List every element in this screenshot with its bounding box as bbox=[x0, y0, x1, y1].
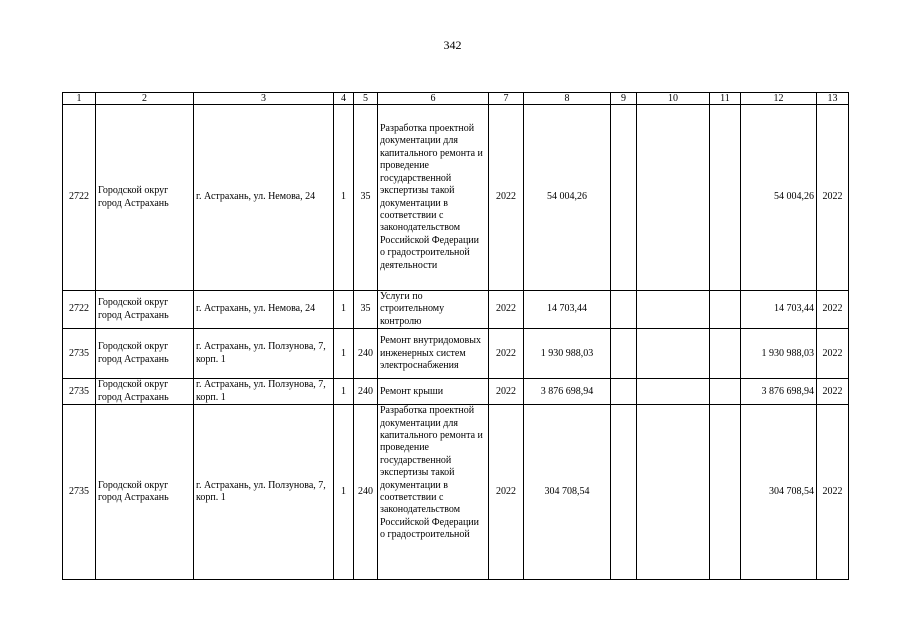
cell-col11 bbox=[710, 379, 741, 405]
cost-total: 1 930 988,03 bbox=[524, 329, 611, 379]
column-header: 7 bbox=[489, 93, 524, 105]
work-type: Ремонт внутридомовых инженерных систем электроснабжения bbox=[378, 329, 489, 379]
column-header: 12 bbox=[741, 93, 817, 105]
cell-col4: 1 bbox=[334, 405, 354, 580]
column-header: 8 bbox=[524, 93, 611, 105]
address: г. Астрахань, ул. Ползунова, 7, корп. 1 bbox=[194, 405, 334, 580]
table-row bbox=[63, 291, 849, 329]
address: г. Астрахань, ул. Ползунова, 7, корп. 1 bbox=[194, 379, 334, 405]
address: г. Астрахань, ул. Немова, 24 bbox=[194, 105, 334, 291]
work-type: Ремонт крыши bbox=[378, 379, 489, 405]
municipality: Городской округ город Астрахань bbox=[96, 291, 194, 329]
cell-col10 bbox=[637, 329, 710, 379]
cost-funding: 3 876 698,94 bbox=[741, 379, 817, 405]
cell-col4: 1 bbox=[334, 329, 354, 379]
cost-total: 304 708,54 bbox=[524, 405, 611, 580]
address: г. Астрахань, ул. Немова, 24 bbox=[194, 291, 334, 329]
cell-col4: 1 bbox=[334, 105, 354, 291]
cell-col5: 240 bbox=[354, 329, 378, 379]
record-number: 2735 bbox=[63, 379, 96, 405]
cost-total: 54 004,26 bbox=[524, 105, 611, 291]
cell-col5: 35 bbox=[354, 105, 378, 291]
year: 2022 bbox=[489, 329, 524, 379]
planned-year: 2022 bbox=[817, 105, 849, 291]
cell-col9 bbox=[611, 105, 637, 291]
page-number: 342 bbox=[443, 38, 462, 52]
column-header: 5 bbox=[354, 93, 378, 105]
cell-col4: 1 bbox=[334, 291, 354, 329]
year: 2022 bbox=[489, 379, 524, 405]
table-row bbox=[63, 105, 849, 291]
cell-col11 bbox=[710, 329, 741, 379]
record-number: 2722 bbox=[63, 291, 96, 329]
cell-col9 bbox=[611, 405, 637, 580]
cell-col10 bbox=[637, 379, 710, 405]
municipality: Городской округ город Астрахань bbox=[96, 379, 194, 405]
column-header: 6 bbox=[378, 93, 489, 105]
planned-year: 2022 bbox=[817, 405, 849, 580]
cell-col5: 240 bbox=[354, 405, 378, 580]
cost-total: 14 703,44 bbox=[524, 291, 611, 329]
cell-col10 bbox=[637, 105, 710, 291]
cost-funding: 14 703,44 bbox=[741, 291, 817, 329]
cell-col9 bbox=[611, 291, 637, 329]
cell-col10 bbox=[637, 291, 710, 329]
cost-total: 3 876 698,94 bbox=[524, 379, 611, 405]
cost-funding: 1 930 988,03 bbox=[741, 329, 817, 379]
cell-col10 bbox=[637, 405, 710, 580]
record-number: 2735 bbox=[63, 405, 96, 580]
planned-year: 2022 bbox=[817, 329, 849, 379]
year: 2022 bbox=[489, 291, 524, 329]
register-table bbox=[62, 92, 849, 580]
municipality: Городской округ город Астрахань bbox=[96, 405, 194, 580]
work-type: Услуги по строительному контролю bbox=[378, 291, 489, 329]
address: г. Астрахань, ул. Ползунова, 7, корп. 1 bbox=[194, 329, 334, 379]
table-header-row bbox=[63, 93, 849, 105]
cell-col5: 240 bbox=[354, 379, 378, 405]
cost-funding: 304 708,54 bbox=[741, 405, 817, 580]
column-header: 11 bbox=[710, 93, 741, 105]
municipality: Городской округ город Астрахань bbox=[96, 105, 194, 291]
column-header: 10 bbox=[637, 93, 710, 105]
cell-col5: 35 bbox=[354, 291, 378, 329]
column-header: 3 bbox=[194, 93, 334, 105]
column-header: 9 bbox=[611, 93, 637, 105]
column-header: 2 bbox=[96, 93, 194, 105]
planned-year: 2022 bbox=[817, 291, 849, 329]
table-row bbox=[63, 329, 849, 379]
column-header: 13 bbox=[817, 93, 849, 105]
cell-col11 bbox=[710, 291, 741, 329]
cell-col4: 1 bbox=[334, 379, 354, 405]
cost-funding: 54 004,26 bbox=[741, 105, 817, 291]
work-type: Разработка проектной документации для капитального ремонта и проведение государственной экспертизы такой документации в соответствии с законодательством Российской Федерации о градостроительной bbox=[378, 405, 489, 580]
column-header: 1 bbox=[63, 93, 96, 105]
record-number: 2722 bbox=[63, 105, 96, 291]
cell-col9 bbox=[611, 379, 637, 405]
table-row bbox=[63, 405, 849, 580]
table-row bbox=[63, 379, 849, 405]
year: 2022 bbox=[489, 405, 524, 580]
municipality: Городской округ город Астрахань bbox=[96, 329, 194, 379]
record-number: 2735 bbox=[63, 329, 96, 379]
year: 2022 bbox=[489, 105, 524, 291]
work-type: Разработка проектной документации для капитального ремонта и проведение государственной экспертизы такой документации в соответствии с законодательством Российской Федерации о градостроительной деятельности bbox=[378, 105, 489, 291]
cell-col11 bbox=[710, 105, 741, 291]
cell-col9 bbox=[611, 329, 637, 379]
planned-year: 2022 bbox=[817, 379, 849, 405]
column-header: 4 bbox=[334, 93, 354, 105]
cell-col11 bbox=[710, 405, 741, 580]
